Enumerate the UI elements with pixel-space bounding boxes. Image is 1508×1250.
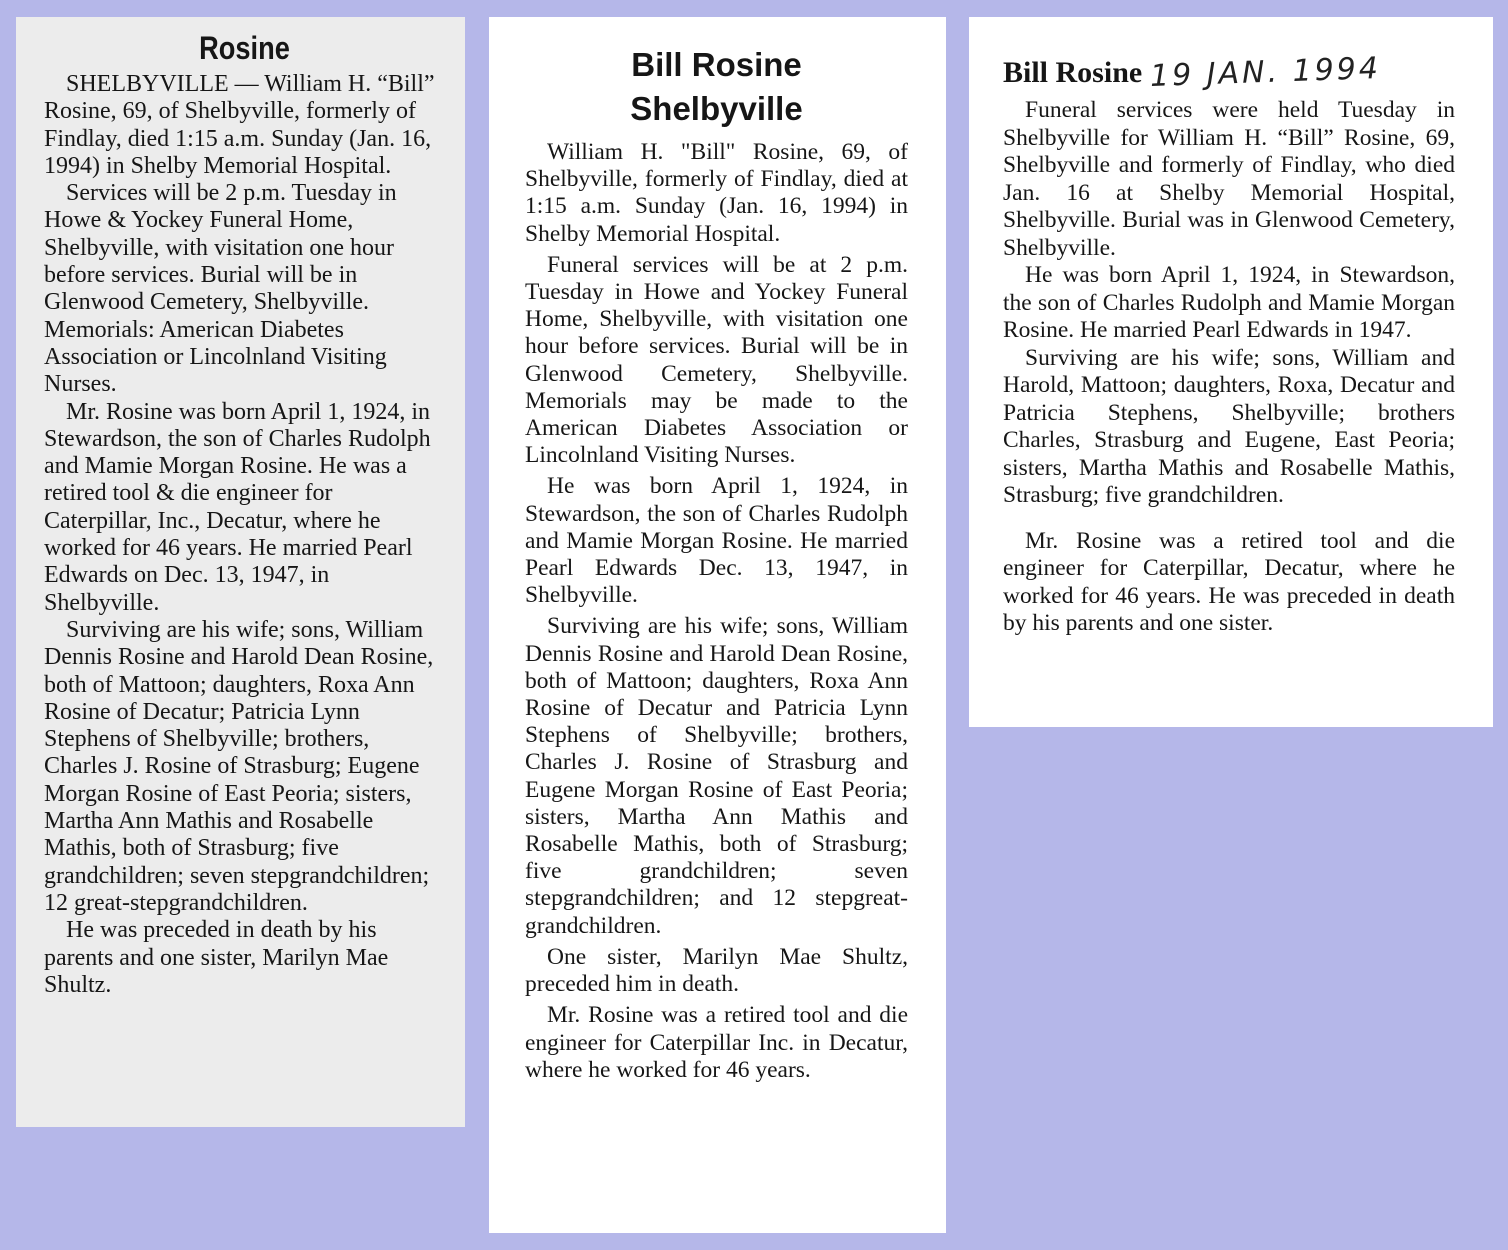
clipping-title: Bill Rosine	[1003, 56, 1143, 89]
paragraph: He was born April 1, 1924, in Stewardson, the son of Charles Rudolph and Mamie Morgan Rosine. He married Pearl Edwards in 1947.	[1003, 262, 1455, 343]
clipping-body	[44, 71, 445, 999]
paragraph: Mr. Rosine was a retired tool and die engineer for Caterpillar Inc. in Decatur, where he worked for 46 years.	[525, 1002, 908, 1083]
paragraph: He was born April 1, 1924, in Stewardson, the son of Charles Rudolph and Mamie Morgan Rosine. He married Pearl Edwards Dec. 13, 1947, in Shelbyville.	[525, 473, 908, 609]
paragraph: Surviving are his wife; sons, William and Harold, Mattoon; daughters, Roxa, Decatur and Patricia Stephens, Shelbyville; brothers Charles, Strasburg and Eugene, East Peoria; sisters, Martha Mathis and Rosabelle Mathis, Strasburg; five grandchildren.	[1003, 344, 1455, 508]
paragraph: Mr. Rosine was born April 1, 1924, in Stewardson, the son of Charles Rudolph and Mamie Morgan Rosine. He was a retired tool & die engineer for Caterpillar, Inc., Decatur, where he worked for 46 years. He married Pearl Edwards on Dec. 13, 1947, in Shelbyville.	[44, 398, 431, 616]
handwritten-date: 19 JAN. 1994	[1149, 50, 1382, 95]
paragraph: William H. "Bill" Rosine, 69, of Shelbyville, formerly of Findlay, died at 1:15 a.m. Sunday (Jan. 16, 1994) in Shelby Memorial Hospital.	[525, 139, 908, 247]
paragraph: Surviving are his wife; sons, William Dennis Rosine and Harold Dean Rosine, both of Mattoon; daughters, Roxa Ann Rosine of Decatur and Patricia Lynn Stephens of Shelbyville; brothers, Charles J. Rosine of Strasburg and Eugene Morgan Rosine of East Peoria; sisters, Martha Ann Mathis and Rosabelle Mathis, both of Strasburg; five grandchildren; seven stepgrandchildren; and 12 stepgreat-grandchildren.	[525, 613, 908, 939]
obituary-clipping-left	[16, 17, 465, 1127]
paragraph: Funeral services were held Tuesday in Shelbyville for William H. “Bill” Rosine, 69, Shelbyville and formerly of Findlay, who died Jan. 16 at Shelby Memorial Hospital, Shelbyville. Burial was in Glenwood Cemetery, Shelbyville.	[1003, 97, 1455, 261]
paragraph: He was preceded in death by his parents and one sister, Marilyn Mae Shultz.	[44, 917, 389, 998]
clipping-title: Rosine	[199, 30, 290, 66]
paragraph: Services will be 2 p.m. Tuesday in Howe & Yockey Funeral Home, Shelbyville, with visitation one hour before services. Burial will be in Glenwood Cemetery, Shelbyville. Memorials: American Diabetes Association or Lincolnland Visiting Nurses.	[44, 180, 397, 398]
clipping-body	[525, 139, 908, 1084]
paragraph: SHELBYVILLE — William H. “Bill” Rosine, 69, of Shelbyville, formerly of Findlay, died 1:15 a.m. Sunday (Jan. 16, 1994) in Shelby Memorial Hospital.	[44, 71, 435, 179]
clipping-header	[1003, 50, 1455, 95]
clipping-title-name: Bill Rosine	[631, 46, 802, 83]
paragraph: One sister, Marilyn Mae Shultz, preceded him in death.	[525, 943, 908, 998]
clipping-body	[1003, 97, 1455, 638]
paragraph: Surviving are his wife; sons, William Dennis Rosine and Harold Dean Rosine, both of Mattoon; daughters, Roxa Ann Rosine of Decatur; Patricia Lynn Stephens of Shelbyville; brothers, Charles J. Rosine of Strasburg; Eugene Morgan Rosine of East Peoria; sisters, Martha Ann Mathis and Rosabelle Mathis, both of Strasburg; five grandchildren; seven stepgrandchildren; 12 great-stepgrandchildren.	[44, 616, 434, 916]
paragraph: Funeral services will be at 2 p.m. Tuesday in Howe and Yockey Funeral Home, Shelbyville, with visitation one hour before services. Burial will be in Glenwood Cemetery, Shelbyville. Memorials may be made to the American Diabetes Association or Lincolnland Visiting Nurses.	[525, 251, 908, 469]
paragraph: Mr. Rosine was a retired tool and die engineer for Caterpillar, Decatur, where he worked for 46 years. He was preceded in death by his parents and one sister.	[1003, 527, 1455, 636]
obituary-clipping-center	[489, 17, 946, 1233]
clipping-title	[525, 43, 908, 131]
obituary-clipping-right	[969, 17, 1493, 727]
clipping-title-town: Shelbyville	[630, 90, 803, 127]
